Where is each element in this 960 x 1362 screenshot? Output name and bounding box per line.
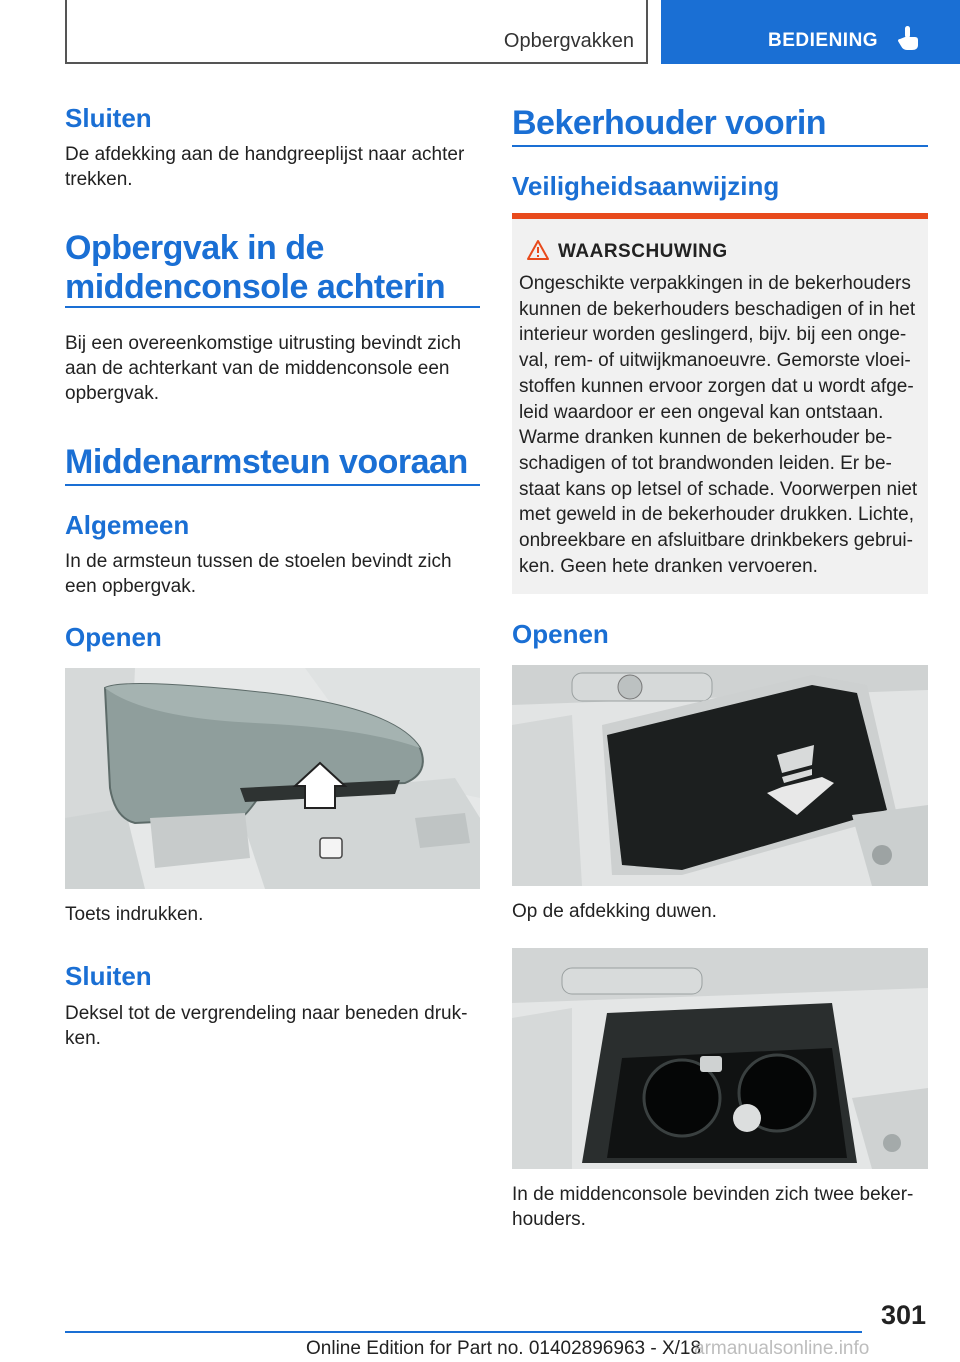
opbergvak-text: Bij een overeenkomstige uitrusting bevindt zich aan de achterkant van de middenconsole een opbergvak. xyxy=(65,333,462,404)
sluiten-heading-2: Sluiten xyxy=(65,961,152,991)
warning-box xyxy=(512,213,928,594)
armrest-caption: Toets indrukken. xyxy=(65,904,204,925)
cupholder-cover-figure xyxy=(512,665,928,886)
sluiten-section-1 xyxy=(65,104,480,134)
veiligheid-heading: Veiligheidsaanwijzing xyxy=(512,171,780,201)
header-chapter-label: BEDIENING xyxy=(768,30,879,51)
cupholder-caption: In de middenconsole bevinden zich twee beker-houders. xyxy=(512,1184,914,1230)
warning-triangle-icon xyxy=(526,239,550,266)
openen-heading-left: Openen xyxy=(65,622,162,652)
algemeen-text: In de armsteun tussen de stoelen bevindt zich een opbergvak. xyxy=(65,551,452,597)
armsteun-rule xyxy=(65,484,480,486)
sluiten-heading-1: Sluiten xyxy=(65,103,152,133)
warning-bar xyxy=(512,213,928,219)
opbergvak-rule xyxy=(65,306,480,308)
armsteun-heading: Middenarmsteun vooraan xyxy=(65,443,468,481)
sluiten-text-1: De afdekking aan de handgreeplijst naar achter trekken. xyxy=(65,144,465,190)
opbergvak-heading-line1: Opbergvak in de xyxy=(65,229,324,267)
warning-text: Ongeschikte verpakkingen in de bekerhouders kunnen de bekerhouders beschadigen of in het interieur worden geslingerd, bijv. bij een onge-val, rem- of uitwijkmanoeuvre. Gemorste vloei-stoffen kunnen ervoor zorgen dat u wordt afge-leid waardoor er een ongeval kan ontstaan. Warme dranken kunnen de bekerhouder be-schadigen of tot brandwonden leiden. Er be-staat kans op letsel of schade. Voorwerpen niet met geweld in de bekerhouder drukken. Lichte, onbreekbare en afsluitbare drinkbekers gebrui-ken. Geen hete dranken vervoeren. xyxy=(519,273,918,577)
bekerhouder-rule xyxy=(512,145,928,147)
algemeen-heading: Algemeen xyxy=(65,510,190,540)
header-section-title: Opbergvakken xyxy=(503,30,634,52)
cupholder-cover-caption: Op de afdekking duwen. xyxy=(512,901,717,922)
footer-rule xyxy=(65,1331,862,1333)
armrest-figure xyxy=(65,668,480,889)
header-section-box xyxy=(65,0,648,64)
sluiten-text-2: Deksel tot de vergrendeling naar beneden druk-ken. xyxy=(65,1003,468,1049)
watermark-text: armanualsonline.info xyxy=(694,1338,870,1359)
edition-text: Online Edition for Part no. 01402896963 - X/18 xyxy=(306,1338,702,1359)
header-chapter-tab[interactable] xyxy=(661,0,960,64)
cupholder-figure xyxy=(512,948,928,1169)
page-number: 301 xyxy=(880,1300,926,1330)
bekerhouder-heading: Bekerhouder voorin xyxy=(512,104,827,142)
openen-heading-right: Openen xyxy=(512,619,609,649)
pointing-hand-icon xyxy=(897,25,919,56)
opbergvak-heading-line2: middenconsole achterin xyxy=(65,268,446,307)
warning-title: WAARSCHUWING xyxy=(558,241,728,262)
opbergvak-heading xyxy=(65,229,480,307)
